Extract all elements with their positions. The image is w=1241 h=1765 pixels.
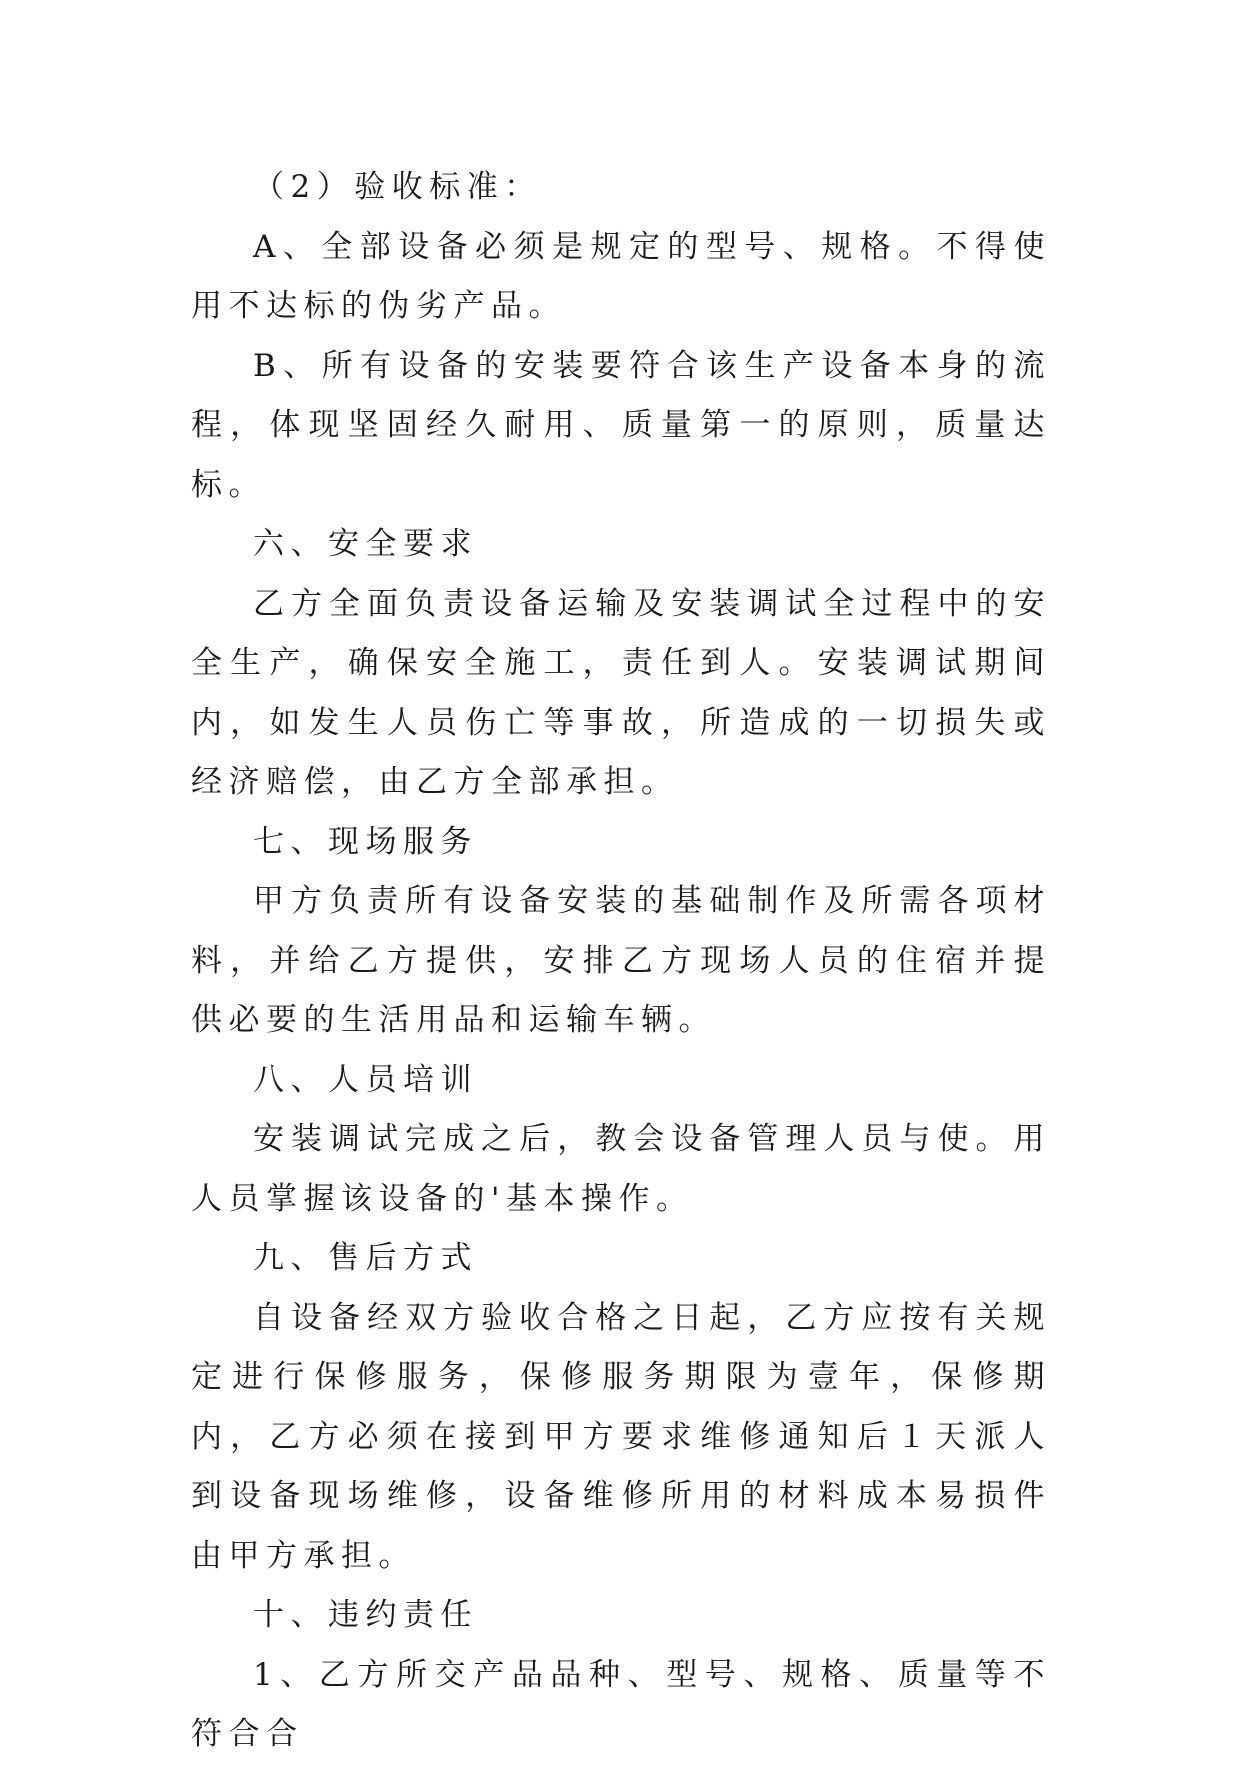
section-heading-training: 八、人员培训 bbox=[253, 1061, 478, 1098]
clause-a-paragraph: A、全部设备必须是规定的型号、规格。不得使用不达标的伪劣产品。 bbox=[191, 228, 1051, 324]
section-heading-safety: 六、安全要求 bbox=[253, 526, 478, 562]
after-sales-paragraph: 自设备经双方验收合格之日起，乙方应按有关规定进行保修服务，保修服务期限为壹年，保修期内，乙方必须在接到甲方要求维修通知后１天派人到设备现场维修，设备维修所用的材料成本易损件由甲方承担。 bbox=[191, 1299, 1051, 1574]
section-heading-after-sales: 九、售后方式 bbox=[253, 1240, 478, 1276]
section-heading-onsite-service: 七、现场服务 bbox=[253, 823, 478, 860]
liability-paragraph: 1、乙方所交产品品种、型号、规格、质量等不符合合 bbox=[191, 1656, 1051, 1752]
clause-b-paragraph: B、所有设备的安装要符合该生产设备本身的流程，体现坚固经久耐用、质量第一的原则，质量达标。 bbox=[191, 347, 1051, 503]
section-heading-liability: 十、违约责任 bbox=[253, 1597, 478, 1633]
training-paragraph: 安装调试完成之后，教会设备管理人员与使。用人员掌握该设备的'基本操作。 bbox=[191, 1121, 1051, 1217]
acceptance-standard-heading: （2）验收标准： bbox=[253, 169, 542, 205]
document-body bbox=[191, 158, 1051, 1765]
onsite-service-paragraph: 甲方负责所有设备安装的基础制作及所需各项材料，并给乙方提供，安排乙方现场人员的住宿并提供必要的生活用品和运输车辆。 bbox=[191, 883, 1051, 1038]
safety-paragraph: 乙方全面负责设备运输及安装调试全过程中的安全生产，确保安全施工，责任到人。安装调试期间内，如发生人员伤亡等事故，所造成的一切损失或经济赔偿，由乙方全部承担。 bbox=[191, 585, 1051, 800]
